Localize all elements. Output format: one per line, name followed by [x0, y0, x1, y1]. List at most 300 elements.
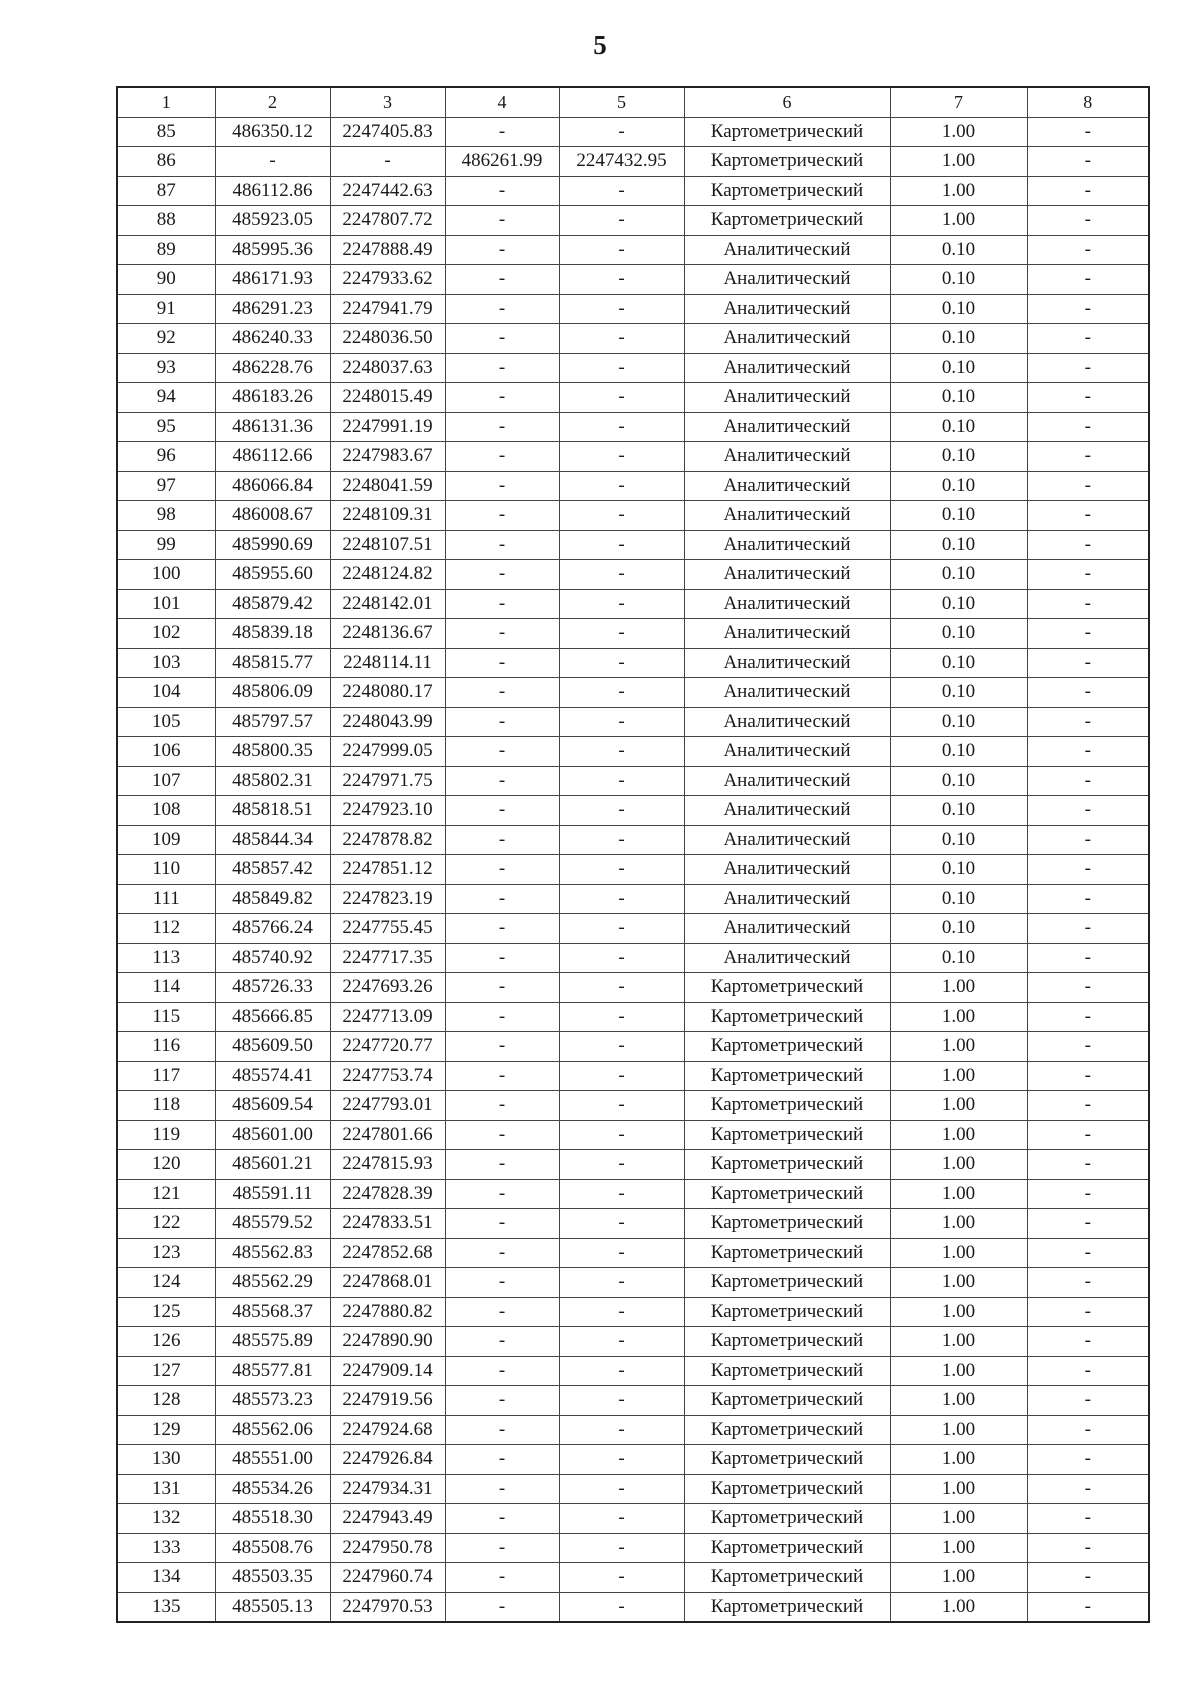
table-row	[117, 294, 1149, 324]
cell-x-coordinate: 485766.24	[215, 914, 330, 944]
cell-y-coordinate: 2247950.78	[330, 1533, 445, 1563]
cell-note: -	[1027, 766, 1149, 796]
cell-x-new-coordinate: -	[445, 973, 559, 1003]
cell-method: Аналитический	[684, 619, 890, 649]
cell-precision: 0.10	[890, 796, 1027, 826]
cell-method: Картометрический	[684, 147, 890, 177]
cell-note: -	[1027, 265, 1149, 295]
table-row	[117, 560, 1149, 590]
cell-note: -	[1027, 324, 1149, 354]
cell-y-coordinate: 2247753.74	[330, 1061, 445, 1091]
cell-point-number: 117	[117, 1061, 215, 1091]
cell-point-number: 108	[117, 796, 215, 826]
cell-x-coordinate: 485666.85	[215, 1002, 330, 1032]
cell-x-new-coordinate: -	[445, 1179, 559, 1209]
cell-point-number: 119	[117, 1120, 215, 1150]
cell-x-new-coordinate: -	[445, 206, 559, 236]
cell-x-coordinate: 485818.51	[215, 796, 330, 826]
cell-method: Картометрический	[684, 1091, 890, 1121]
column-header-1: 1	[117, 87, 215, 117]
cell-point-number: 98	[117, 501, 215, 531]
cell-y-coordinate: 2247878.82	[330, 825, 445, 855]
cell-y-coordinate: 2247801.66	[330, 1120, 445, 1150]
cell-y-coordinate: 2248124.82	[330, 560, 445, 590]
cell-precision: 1.00	[890, 1415, 1027, 1445]
cell-x-coordinate: 485601.21	[215, 1150, 330, 1180]
cell-x-coordinate: 485806.09	[215, 678, 330, 708]
cell-x-new-coordinate: -	[445, 235, 559, 265]
cell-x-new-coordinate: -	[445, 1415, 559, 1445]
cell-point-number: 113	[117, 943, 215, 973]
cell-note: -	[1027, 1356, 1149, 1386]
cell-y-coordinate: 2248114.11	[330, 648, 445, 678]
column-header-5: 5	[559, 87, 684, 117]
cell-method: Картометрический	[684, 1179, 890, 1209]
cell-x-coordinate: 485740.92	[215, 943, 330, 973]
cell-y-coordinate: 2248041.59	[330, 471, 445, 501]
cell-y-new-coordinate: -	[559, 471, 684, 501]
table-row	[117, 1563, 1149, 1593]
cell-method: Картометрический	[684, 1504, 890, 1534]
cell-x-coordinate: 485923.05	[215, 206, 330, 236]
cell-method: Аналитический	[684, 737, 890, 767]
cell-y-coordinate: 2247909.14	[330, 1356, 445, 1386]
cell-point-number: 106	[117, 737, 215, 767]
cell-x-new-coordinate: -	[445, 117, 559, 147]
cell-method: Картометрический	[684, 1327, 890, 1357]
cell-method: Аналитический	[684, 766, 890, 796]
cell-y-coordinate: 2247833.51	[330, 1209, 445, 1239]
cell-x-coordinate: 486228.76	[215, 353, 330, 383]
cell-point-number: 87	[117, 176, 215, 206]
cell-y-coordinate: 2248109.31	[330, 501, 445, 531]
cell-y-coordinate: 2247815.93	[330, 1150, 445, 1180]
cell-x-coordinate: 485609.54	[215, 1091, 330, 1121]
cell-y-coordinate: 2247943.49	[330, 1504, 445, 1534]
cell-point-number: 127	[117, 1356, 215, 1386]
table-row	[117, 501, 1149, 531]
cell-note: -	[1027, 914, 1149, 944]
cell-y-new-coordinate: -	[559, 353, 684, 383]
cell-y-new-coordinate: -	[559, 884, 684, 914]
table-row	[117, 1120, 1149, 1150]
cell-precision: 1.00	[890, 117, 1027, 147]
cell-y-coordinate: 2248037.63	[330, 353, 445, 383]
cell-point-number: 111	[117, 884, 215, 914]
cell-note: -	[1027, 855, 1149, 885]
table-row	[117, 1238, 1149, 1268]
cell-x-coordinate: 485575.89	[215, 1327, 330, 1357]
cell-note: -	[1027, 796, 1149, 826]
cell-note: -	[1027, 501, 1149, 531]
cell-x-new-coordinate: -	[445, 501, 559, 531]
cell-point-number: 97	[117, 471, 215, 501]
cell-method: Картометрический	[684, 176, 890, 206]
table-row	[117, 412, 1149, 442]
cell-note: -	[1027, 1415, 1149, 1445]
cell-x-coordinate: 486291.23	[215, 294, 330, 324]
cell-precision: 1.00	[890, 1563, 1027, 1593]
table-row	[117, 707, 1149, 737]
cell-precision: 1.00	[890, 206, 1027, 236]
cell-point-number: 115	[117, 1002, 215, 1032]
cell-y-coordinate: 2247693.26	[330, 973, 445, 1003]
cell-x-coordinate: 485815.77	[215, 648, 330, 678]
table-row	[117, 884, 1149, 914]
cell-method: Картометрический	[684, 1268, 890, 1298]
cell-point-number: 86	[117, 147, 215, 177]
cell-y-coordinate: 2247442.63	[330, 176, 445, 206]
cell-y-coordinate: 2247934.31	[330, 1474, 445, 1504]
cell-y-new-coordinate: -	[559, 766, 684, 796]
cell-point-number: 94	[117, 383, 215, 413]
cell-y-coordinate: 2247991.19	[330, 412, 445, 442]
cell-y-coordinate: 2247926.84	[330, 1445, 445, 1475]
cell-note: -	[1027, 1238, 1149, 1268]
cell-precision: 1.00	[890, 1002, 1027, 1032]
table-body	[117, 117, 1149, 1622]
cell-note: -	[1027, 589, 1149, 619]
cell-method: Аналитический	[684, 353, 890, 383]
cell-method: Аналитический	[684, 884, 890, 914]
cell-point-number: 110	[117, 855, 215, 885]
cell-y-coordinate: 2248080.17	[330, 678, 445, 708]
cell-x-new-coordinate: -	[445, 678, 559, 708]
table-row	[117, 1415, 1149, 1445]
table-row	[117, 1327, 1149, 1357]
cell-note: -	[1027, 560, 1149, 590]
cell-x-coordinate: 485562.06	[215, 1415, 330, 1445]
cell-y-new-coordinate: -	[559, 1415, 684, 1445]
cell-y-coordinate: 2248015.49	[330, 383, 445, 413]
cell-note: -	[1027, 1297, 1149, 1327]
cell-precision: 1.00	[890, 1091, 1027, 1121]
cell-y-new-coordinate: -	[559, 1563, 684, 1593]
cell-x-coordinate: 486066.84	[215, 471, 330, 501]
cell-y-new-coordinate: -	[559, 1091, 684, 1121]
cell-point-number: 100	[117, 560, 215, 590]
cell-x-coordinate: 485844.34	[215, 825, 330, 855]
cell-precision: 1.00	[890, 1061, 1027, 1091]
cell-precision: 1.00	[890, 1592, 1027, 1622]
cell-precision: 0.10	[890, 707, 1027, 737]
cell-note: -	[1027, 1091, 1149, 1121]
cell-y-new-coordinate: -	[559, 501, 684, 531]
cell-point-number: 121	[117, 1179, 215, 1209]
cell-y-coordinate: 2247960.74	[330, 1563, 445, 1593]
cell-y-new-coordinate: -	[559, 1504, 684, 1534]
cell-y-new-coordinate: -	[559, 1474, 684, 1504]
table-row	[117, 766, 1149, 796]
column-header-6: 6	[684, 87, 890, 117]
cell-x-coordinate: 485802.31	[215, 766, 330, 796]
cell-x-new-coordinate: -	[445, 412, 559, 442]
cell-x-new-coordinate: -	[445, 324, 559, 354]
cell-method: Картометрический	[684, 117, 890, 147]
cell-point-number: 104	[117, 678, 215, 708]
table-row	[117, 1386, 1149, 1416]
cell-x-coordinate: 485995.36	[215, 235, 330, 265]
cell-point-number: 116	[117, 1032, 215, 1062]
cell-y-coordinate: 2247941.79	[330, 294, 445, 324]
cell-x-new-coordinate: -	[445, 1268, 559, 1298]
cell-x-new-coordinate: -	[445, 766, 559, 796]
cell-point-number: 92	[117, 324, 215, 354]
cell-y-new-coordinate: -	[559, 1238, 684, 1268]
cell-point-number: 128	[117, 1386, 215, 1416]
cell-note: -	[1027, 1120, 1149, 1150]
cell-precision: 0.10	[890, 648, 1027, 678]
cell-x-coordinate: 485551.00	[215, 1445, 330, 1475]
cell-x-coordinate: 486008.67	[215, 501, 330, 531]
cell-y-new-coordinate: -	[559, 648, 684, 678]
cell-note: -	[1027, 1268, 1149, 1298]
cell-precision: 1.00	[890, 1209, 1027, 1239]
cell-y-new-coordinate: -	[559, 796, 684, 826]
cell-y-coordinate: 2247807.72	[330, 206, 445, 236]
cell-x-new-coordinate: -	[445, 1356, 559, 1386]
cell-y-new-coordinate: -	[559, 294, 684, 324]
cell-y-coordinate: 2247919.56	[330, 1386, 445, 1416]
cell-note: -	[1027, 1563, 1149, 1593]
cell-x-coordinate: 485849.82	[215, 884, 330, 914]
table-row	[117, 1474, 1149, 1504]
cell-method: Аналитический	[684, 796, 890, 826]
cell-y-coordinate: 2247851.12	[330, 855, 445, 885]
cell-x-new-coordinate: -	[445, 1386, 559, 1416]
cell-note: -	[1027, 530, 1149, 560]
cell-point-number: 93	[117, 353, 215, 383]
cell-point-number: 132	[117, 1504, 215, 1534]
table-row	[117, 1209, 1149, 1239]
cell-x-coordinate: 485573.23	[215, 1386, 330, 1416]
cell-precision: 0.10	[890, 471, 1027, 501]
cell-point-number: 124	[117, 1268, 215, 1298]
table-row	[117, 678, 1149, 708]
cell-x-new-coordinate: -	[445, 265, 559, 295]
cell-point-number: 131	[117, 1474, 215, 1504]
cell-x-new-coordinate: -	[445, 1120, 559, 1150]
cell-method: Картометрический	[684, 1445, 890, 1475]
cell-y-coordinate: 2247868.01	[330, 1268, 445, 1298]
cell-x-coordinate: 485562.83	[215, 1238, 330, 1268]
cell-x-new-coordinate: 486261.99	[445, 147, 559, 177]
table-row	[117, 353, 1149, 383]
cell-point-number: 107	[117, 766, 215, 796]
table-row	[117, 1179, 1149, 1209]
cell-x-coordinate: 485574.41	[215, 1061, 330, 1091]
cell-y-coordinate: 2248142.01	[330, 589, 445, 619]
table-row	[117, 176, 1149, 206]
cell-note: -	[1027, 825, 1149, 855]
cell-y-new-coordinate: -	[559, 1179, 684, 1209]
cell-y-coordinate: 2247880.82	[330, 1297, 445, 1327]
cell-note: -	[1027, 1327, 1149, 1357]
cell-note: -	[1027, 707, 1149, 737]
cell-x-new-coordinate: -	[445, 1150, 559, 1180]
cell-method: Картометрический	[684, 206, 890, 236]
cell-x-coordinate: 485609.50	[215, 1032, 330, 1062]
cell-x-coordinate: 485508.76	[215, 1533, 330, 1563]
cell-x-new-coordinate: -	[445, 1002, 559, 1032]
cell-precision: 0.10	[890, 294, 1027, 324]
table-row	[117, 442, 1149, 472]
column-header-2: 2	[215, 87, 330, 117]
cell-x-new-coordinate: -	[445, 648, 559, 678]
cell-x-new-coordinate: -	[445, 294, 559, 324]
cell-x-coordinate: 486350.12	[215, 117, 330, 147]
table-row	[117, 1268, 1149, 1298]
cell-method: Картометрический	[684, 1592, 890, 1622]
table-row	[117, 324, 1149, 354]
cell-precision: 0.10	[890, 383, 1027, 413]
cell-precision: 0.10	[890, 412, 1027, 442]
table-row	[117, 1504, 1149, 1534]
cell-method: Аналитический	[684, 265, 890, 295]
cell-point-number: 129	[117, 1415, 215, 1445]
cell-y-coordinate: 2247923.10	[330, 796, 445, 826]
cell-method: Аналитический	[684, 707, 890, 737]
cell-x-new-coordinate: -	[445, 176, 559, 206]
cell-precision: 0.10	[890, 914, 1027, 944]
cell-x-coordinate: 485591.11	[215, 1179, 330, 1209]
cell-x-new-coordinate: -	[445, 383, 559, 413]
cell-method: Картометрический	[684, 1474, 890, 1504]
cell-x-new-coordinate: -	[445, 1533, 559, 1563]
cell-x-coordinate: 485955.60	[215, 560, 330, 590]
cell-precision: 0.10	[890, 560, 1027, 590]
cell-point-number: 90	[117, 265, 215, 295]
cell-method: Картометрический	[684, 1297, 890, 1327]
cell-precision: 1.00	[890, 1150, 1027, 1180]
cell-x-coordinate: 485562.29	[215, 1268, 330, 1298]
cell-note: -	[1027, 471, 1149, 501]
cell-note: -	[1027, 235, 1149, 265]
cell-y-new-coordinate: -	[559, 1592, 684, 1622]
cell-x-new-coordinate: -	[445, 589, 559, 619]
table-row	[117, 855, 1149, 885]
cell-point-number: 114	[117, 973, 215, 1003]
table-row	[117, 265, 1149, 295]
cell-x-new-coordinate: -	[445, 884, 559, 914]
cell-y-new-coordinate: -	[559, 1297, 684, 1327]
cell-method: Аналитический	[684, 943, 890, 973]
cell-method: Аналитический	[684, 383, 890, 413]
cell-point-number: 134	[117, 1563, 215, 1593]
cell-point-number: 85	[117, 117, 215, 147]
cell-y-new-coordinate: -	[559, 265, 684, 295]
cell-point-number: 88	[117, 206, 215, 236]
cell-y-new-coordinate: -	[559, 1061, 684, 1091]
cell-y-coordinate: 2247793.01	[330, 1091, 445, 1121]
cell-x-coordinate: 486183.26	[215, 383, 330, 413]
cell-x-coordinate: 486112.86	[215, 176, 330, 206]
cell-y-coordinate: 2248036.50	[330, 324, 445, 354]
cell-x-new-coordinate: -	[445, 1563, 559, 1593]
cell-x-coordinate: 486240.33	[215, 324, 330, 354]
cell-y-new-coordinate: -	[559, 412, 684, 442]
cell-point-number: 96	[117, 442, 215, 472]
cell-y-new-coordinate: -	[559, 1327, 684, 1357]
cell-note: -	[1027, 1386, 1149, 1416]
cell-x-coordinate: -	[215, 147, 330, 177]
cell-point-number: 99	[117, 530, 215, 560]
cell-note: -	[1027, 884, 1149, 914]
table-row	[117, 1445, 1149, 1475]
cell-precision: 1.00	[890, 1238, 1027, 1268]
cell-y-coordinate: -	[330, 147, 445, 177]
cell-precision: 1.00	[890, 1504, 1027, 1534]
cell-y-new-coordinate: -	[559, 1150, 684, 1180]
cell-precision: 1.00	[890, 176, 1027, 206]
cell-precision: 0.10	[890, 530, 1027, 560]
cell-method: Аналитический	[684, 825, 890, 855]
cell-x-coordinate: 485800.35	[215, 737, 330, 767]
cell-y-new-coordinate: -	[559, 737, 684, 767]
cell-note: -	[1027, 1061, 1149, 1091]
cell-x-coordinate: 485577.81	[215, 1356, 330, 1386]
table-row	[117, 914, 1149, 944]
cell-note: -	[1027, 1179, 1149, 1209]
cell-note: -	[1027, 648, 1149, 678]
page-number: 5	[593, 30, 607, 60]
table-row	[117, 383, 1149, 413]
cell-method: Аналитический	[684, 589, 890, 619]
cell-note: -	[1027, 442, 1149, 472]
cell-y-new-coordinate: -	[559, 324, 684, 354]
cell-y-new-coordinate: -	[559, 1356, 684, 1386]
cell-x-coordinate: 485579.52	[215, 1209, 330, 1239]
cell-precision: 1.00	[890, 1445, 1027, 1475]
cell-y-coordinate: 2248043.99	[330, 707, 445, 737]
cell-y-new-coordinate: -	[559, 1533, 684, 1563]
cell-y-coordinate: 2247971.75	[330, 766, 445, 796]
cell-note: -	[1027, 353, 1149, 383]
cell-y-coordinate: 2247713.09	[330, 1002, 445, 1032]
cell-point-number: 112	[117, 914, 215, 944]
cell-precision: 0.10	[890, 324, 1027, 354]
cell-method: Аналитический	[684, 914, 890, 944]
cell-y-coordinate: 2248107.51	[330, 530, 445, 560]
cell-precision: 1.00	[890, 1120, 1027, 1150]
cell-x-new-coordinate: -	[445, 1297, 559, 1327]
cell-note: -	[1027, 1592, 1149, 1622]
table-row	[117, 973, 1149, 1003]
cell-note: -	[1027, 1032, 1149, 1062]
cell-x-coordinate: 485857.42	[215, 855, 330, 885]
table-row	[117, 589, 1149, 619]
cell-y-new-coordinate: -	[559, 1445, 684, 1475]
cell-method: Картометрический	[684, 1032, 890, 1062]
cell-x-new-coordinate: -	[445, 737, 559, 767]
cell-y-new-coordinate: -	[559, 383, 684, 413]
cell-note: -	[1027, 176, 1149, 206]
cell-y-coordinate: 2247890.90	[330, 1327, 445, 1357]
cell-note: -	[1027, 619, 1149, 649]
cell-y-new-coordinate: -	[559, 206, 684, 236]
cell-precision: 1.00	[890, 1032, 1027, 1062]
cell-precision: 0.10	[890, 678, 1027, 708]
cell-precision: 1.00	[890, 1386, 1027, 1416]
cell-note: -	[1027, 383, 1149, 413]
cell-x-new-coordinate: -	[445, 1504, 559, 1534]
cell-x-coordinate: 485879.42	[215, 589, 330, 619]
cell-note: -	[1027, 1445, 1149, 1475]
cell-note: -	[1027, 1533, 1149, 1563]
cell-y-coordinate: 2247717.35	[330, 943, 445, 973]
cell-method: Картометрический	[684, 1150, 890, 1180]
cell-method: Картометрический	[684, 1563, 890, 1593]
